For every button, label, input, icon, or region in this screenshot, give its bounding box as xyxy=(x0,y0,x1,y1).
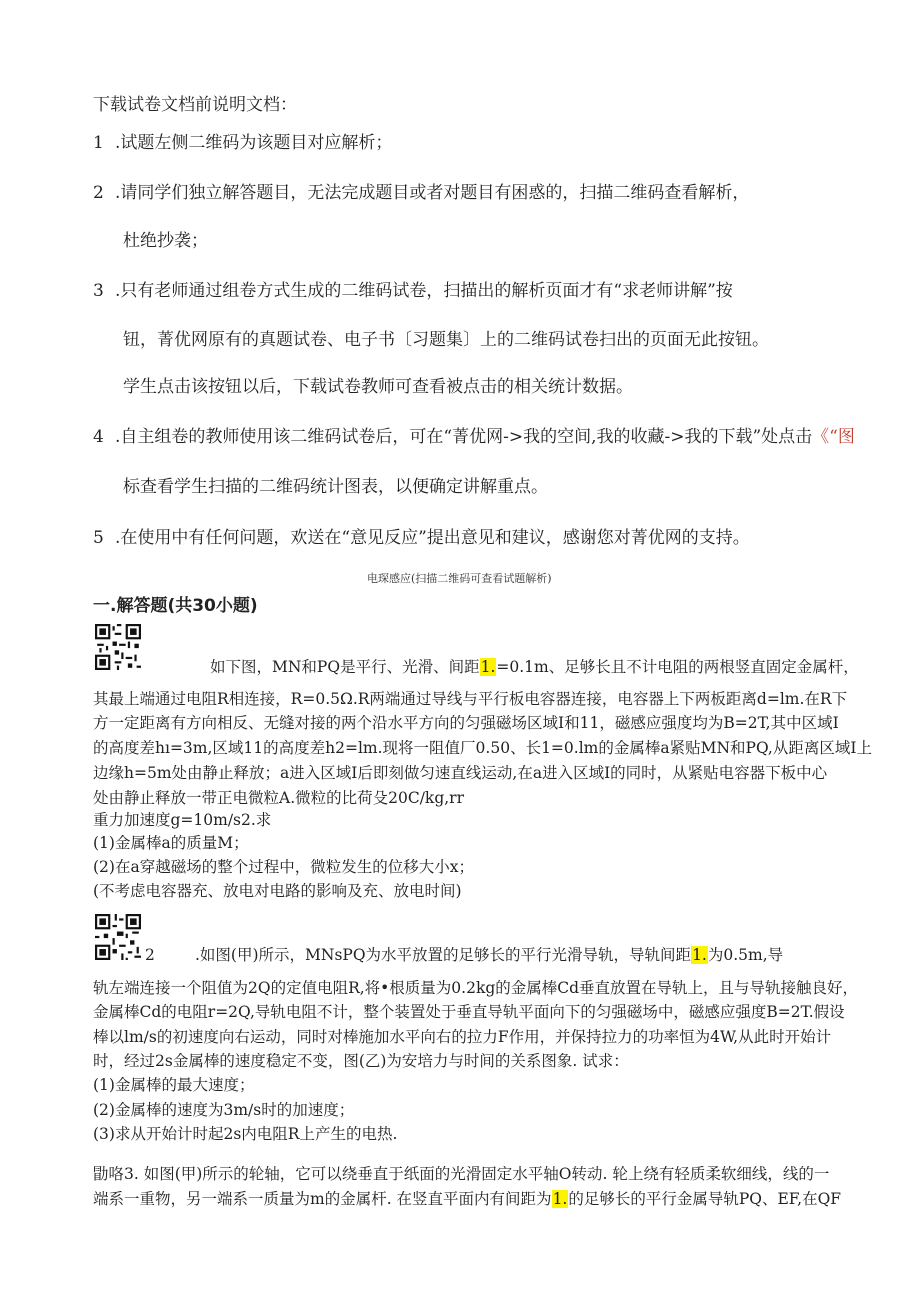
q3-highlight: 1. xyxy=(552,1190,568,1208)
q1-line-4: 的高度差hı=3m,区域11的高度差h2=lm.现将一阻值厂0.50、长1=0.lm的金属棒a紧贴MN和PQ,从距离区域I上 xyxy=(93,739,872,757)
instruction-4 xyxy=(93,422,855,447)
q2-line-8: (3)求从开始计时起2s内电阻R上产生的电热. xyxy=(93,1125,398,1143)
instruction-3-continued-1: 钮，菁优网原有的真题试卷、电子书〔习题集〕上的二维码试卷扫出的页面无此按钮。 xyxy=(123,330,769,350)
instruction-number: 1 xyxy=(93,133,104,153)
q3-line-2 xyxy=(93,1187,841,1209)
q1-line-6: 处由静止释放一带正电微粒A.微粒的比荷殳20C∕kg,rr xyxy=(93,789,464,807)
section-heading: 一.解答题(共30小题) xyxy=(93,596,258,616)
q2-line-5: 时，经过2s金属棒的速度稳定不变，图(乙)为安培力与时间的关系图象. 试求： xyxy=(93,1052,629,1070)
instruction-text: .试题左侧二维码为该题目对应解析； xyxy=(115,133,393,153)
q2-line-6: (1)金属棒的最大速度； xyxy=(93,1076,255,1094)
q1-text: 如下图，MN和PQ是平行、光滑、间距 xyxy=(210,658,480,676)
instruction-1 xyxy=(93,128,392,153)
instruction-5 xyxy=(93,523,750,548)
q1-line-1 xyxy=(210,655,859,677)
q3-line-1: 勖咯3. 如图(甲)所示的轮轴，它可以绕垂直于纸面的光滑固定水平轴O转动. 轮上绕有轻质柔软细线，线的一 xyxy=(93,1165,830,1183)
q2-line-1 xyxy=(145,943,783,965)
q1-line-2: 其最上端通过电阻R相连接，R=0.5Ω.R两端通过导线与平行板电容器连接，电容器上下两板距离d=lm.在R下 xyxy=(93,690,848,708)
q1-highlight: 1. xyxy=(480,658,496,676)
q1-line-9: (2)在a穿越磁场的整个过程中，微粒发生的位移大小x； xyxy=(93,858,474,876)
instruction-text: .只有老师通过组卷方式生成的二维码试卷，扫描出的解析页面才有“求老师讲解”按 xyxy=(115,281,733,301)
q2-line-2: 轨左端连接一个阻值为2Q的定值电阻R,将•根质量为0.2kg的金属棒Cd垂直放置在导轨上，且与导轨接触良好， xyxy=(93,979,859,997)
instruction-2 xyxy=(93,178,749,203)
q1-text: =0.1m、足够长且不计电阻的两根竖直固定金属杆， xyxy=(496,658,859,676)
q1-line-8: (1)金属棒a的质量M； xyxy=(93,834,249,852)
qr-code-icon[interactable] xyxy=(95,624,141,670)
instruction-4-continued: 标查看学生扫描的二维码统计图表，以便确定讲解重点。 xyxy=(123,477,548,497)
instruction-text: .自主组卷的教师使用该二维码试卷后，可在“菁优网->我的空间,我的收藏->我的下载”处点击 xyxy=(115,427,813,447)
instruction-3 xyxy=(93,276,733,301)
instruction-red-text: 《“图 xyxy=(812,427,855,447)
q1-line-3: 方一定距离有方向相反、无缝对接的两个沿水平方向的匀强磁场区域I和11，磁感应强度均为B=2T,其中区域I xyxy=(93,714,839,732)
q3-text: 端系一重物，另一端系一质量为m的金属杆. 在竖直平面内有间距为 xyxy=(93,1190,552,1208)
section-subtitle: 电琛感应(扫描二维码可查看试题解析) xyxy=(367,572,552,585)
q2-line-3: 金属棒Cd的电阻r=2Q,导轨电阻不计，整个装置处于垂直导轨平面向下的匀强磁场中，磁感应强度B=2T.假设 xyxy=(93,1003,845,1021)
instruction-3-continued-2: 学生点击该按钮以后，下载试卷教师可查看被点击的相关统计数据。 xyxy=(123,377,633,397)
q1-line-10: (不考虑电容器充、放电对电路的影响及充、放电时间) xyxy=(93,882,462,900)
q2-number: 2 xyxy=(145,946,155,964)
instruction-number: 5 xyxy=(93,528,104,548)
instruction-text: .请同学们独立解答题目，无法完成题目或者对题目有困惑的，扫描二维码查看解析， xyxy=(115,183,750,203)
q2-text: .如图(甲)所示，MNsPQ为水平放置的足够长的平行光滑导轨，导轨间距 xyxy=(195,946,692,964)
page-title: 下载试卷文档前说明文档： xyxy=(93,95,297,115)
instruction-number: 2 xyxy=(93,183,104,203)
q2-text: 为0.5m,导 xyxy=(707,946,784,964)
q1-line-5: 边缘h=5m处由静止释放；a进入区域I后即刻做匀速直线运动,在a进入区域I的同时，从紧贴电容器下板中心 xyxy=(93,764,828,782)
instruction-text: .在使用中有任何问题，欢送在“意见反应”提出意见和建议，感谢您对菁优网的支持。 xyxy=(115,528,750,548)
q1-line-7: 重力加速度g=10m∕s2.求 xyxy=(93,811,272,829)
qr-code-icon[interactable] xyxy=(95,914,141,960)
q2-line-7: (2)金属棒的速度为3m∕s时的加速度； xyxy=(93,1101,355,1119)
q2-line-4: 棒以lm∕s的初速度向右运动，同时对棒施加水平向右的拉力F作用，并保持拉力的功率恒为4W,从此时开始计 xyxy=(93,1028,832,1046)
q2-highlight: 1. xyxy=(692,946,707,964)
instruction-number: 4 xyxy=(93,427,104,447)
q3-text: 的足够长的平行金属导轨PQ、EF,在QF xyxy=(568,1190,842,1208)
instruction-number: 3 xyxy=(93,281,104,301)
instruction-2-continued: 杜绝抄袭； xyxy=(123,231,208,251)
